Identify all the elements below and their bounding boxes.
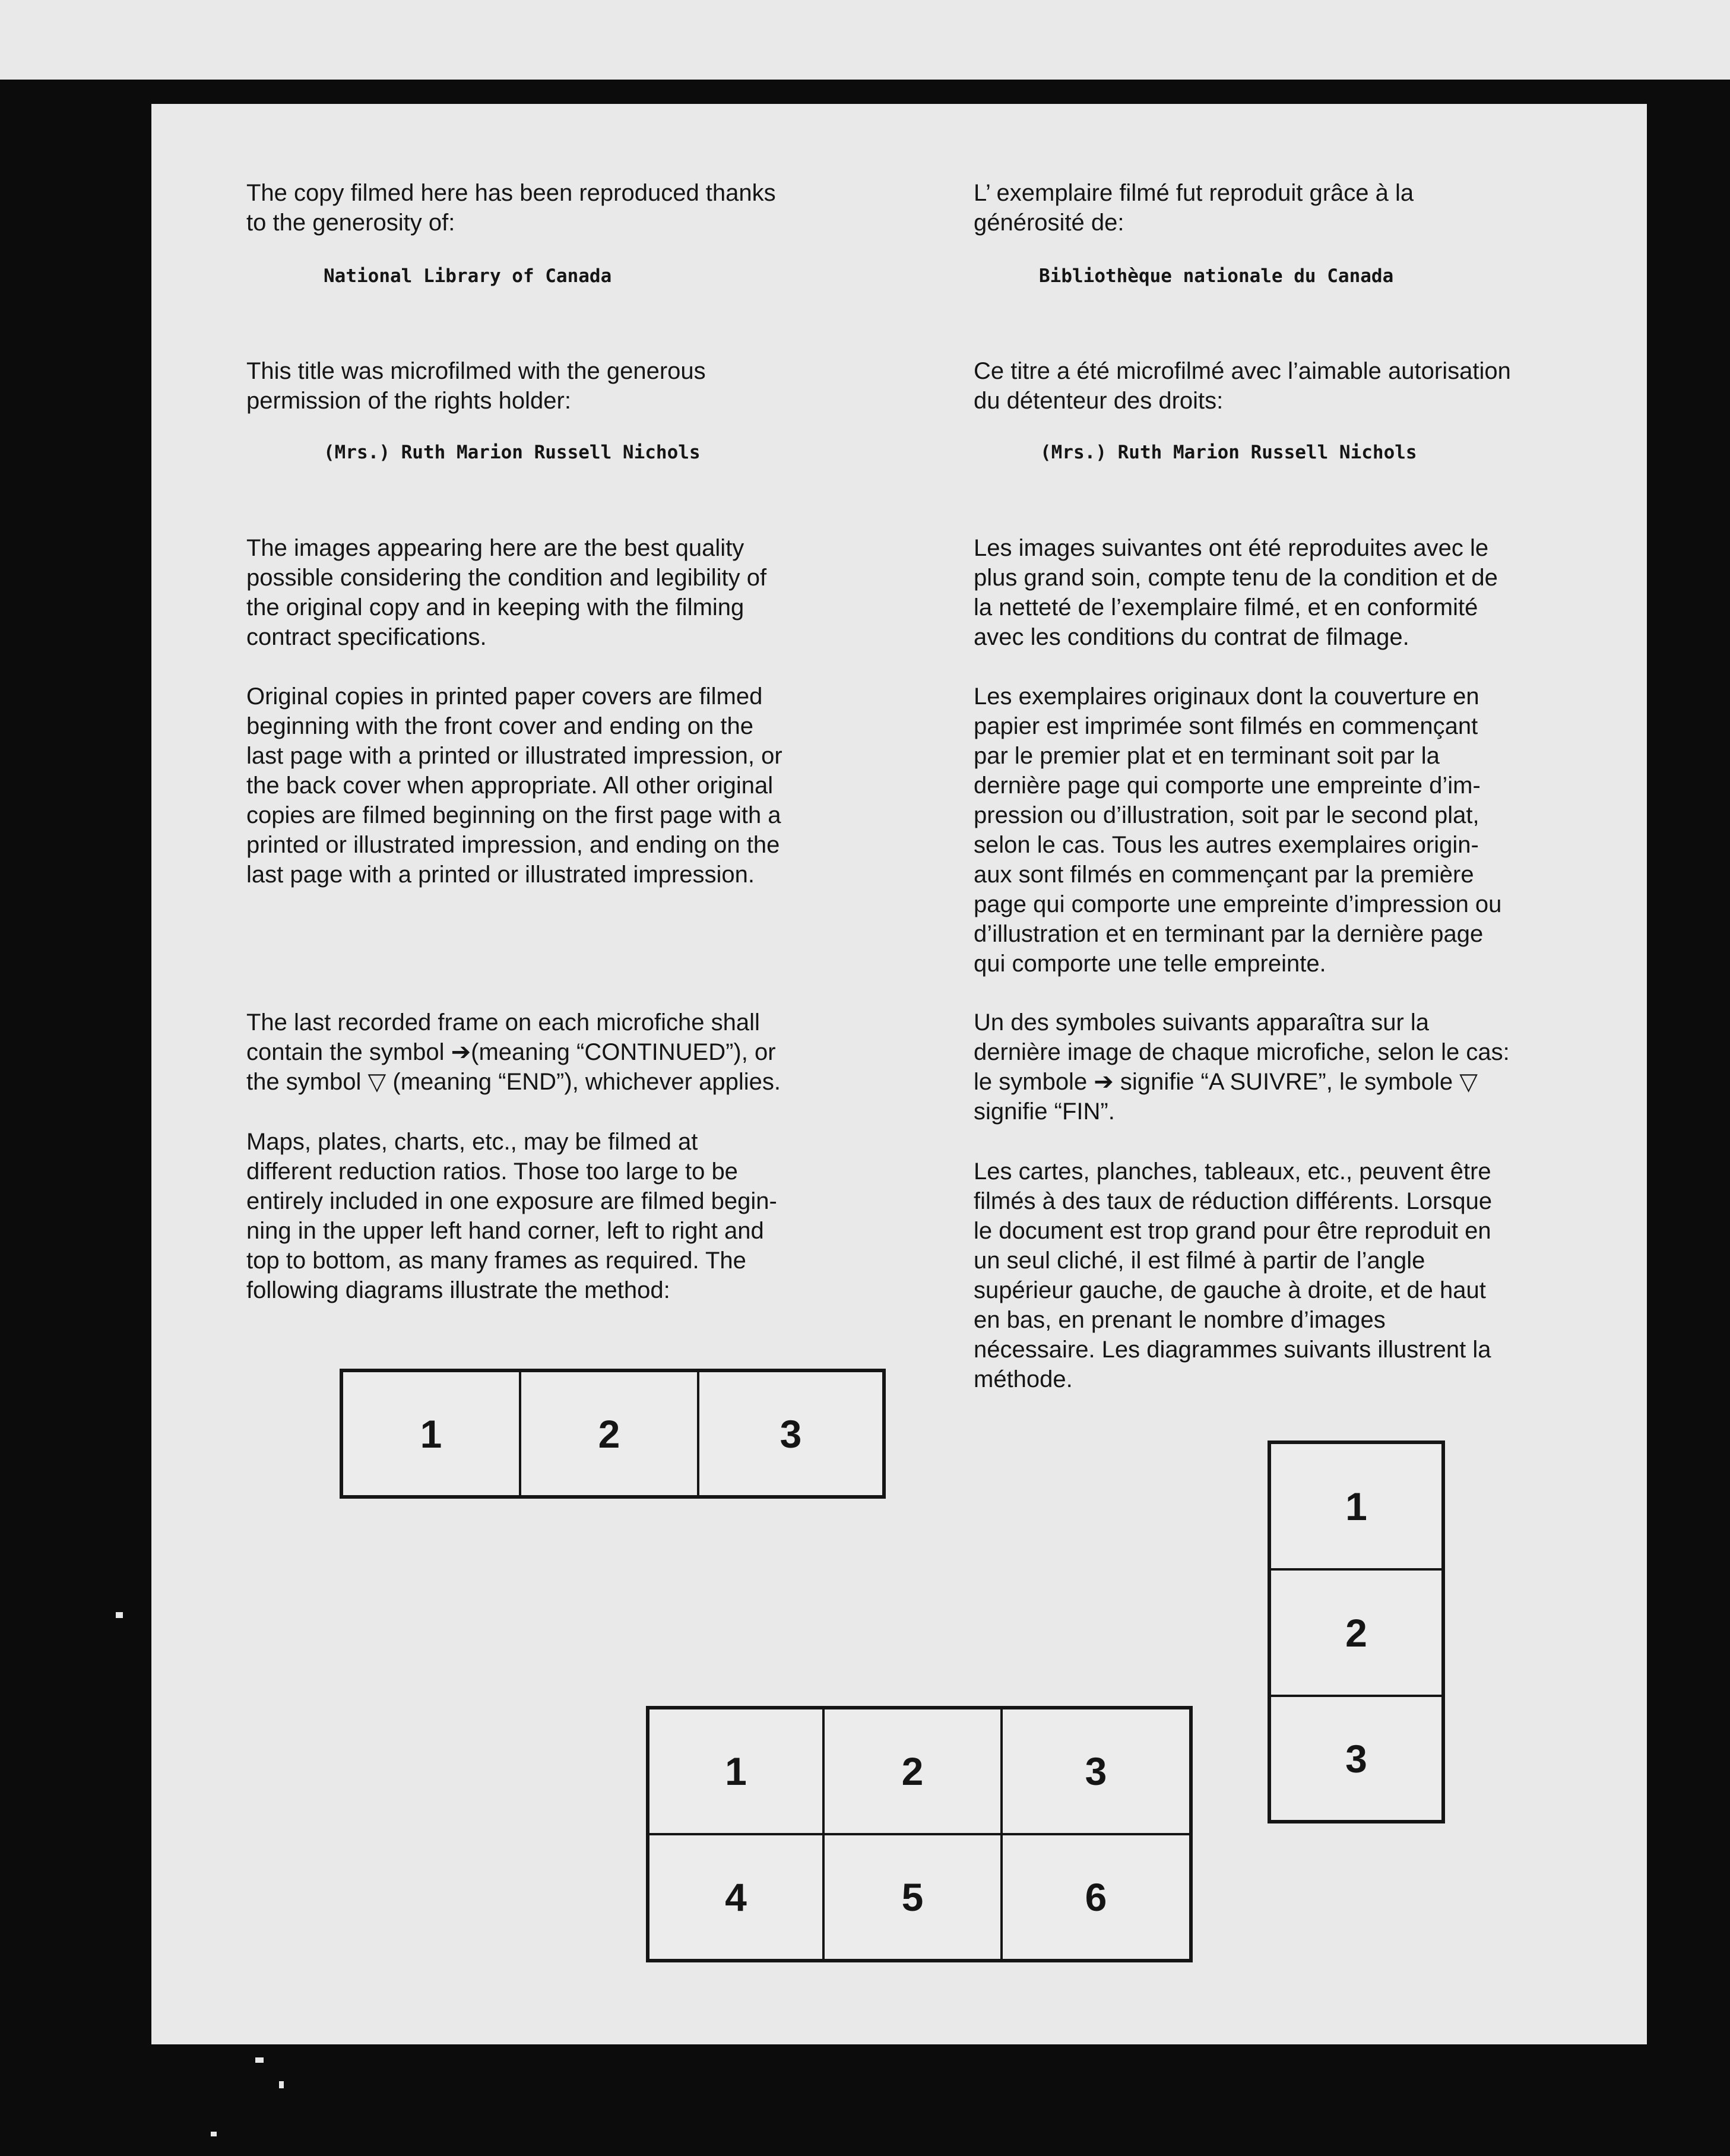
diagram-grid-cell: 1 xyxy=(648,1708,823,1834)
film-speck xyxy=(255,2057,264,2063)
diagram-grid xyxy=(646,1706,1193,1962)
left-acknowledgement-text: The copy filmed here has been reproduced thanks to the generosity of: xyxy=(246,180,776,236)
diagram-column xyxy=(1268,1441,1445,1823)
right-acknowledgement-text: L’ exemplaire filmé fut reproduit grâce à la générosité de: xyxy=(974,180,1414,236)
diagram-row-cell: 1 xyxy=(342,1371,520,1496)
right-quality-paragraph: Les images suivantes ont été reproduites avec le plus grand soin, compte tenu de la condition et de la netteté de l’exemplaire filmé, et en conformité avec les conditions du contrat de filmage. xyxy=(974,535,1498,650)
diagram-row-cell: 2 xyxy=(520,1371,698,1496)
right-rights-holder: (Mrs.) Ruth Marion Russell Nichols xyxy=(1040,442,1417,463)
diagram-grid-cell: 4 xyxy=(648,1834,823,1960)
film-speck xyxy=(116,1612,123,1618)
left-rights-holder: (Mrs.) Ruth Marion Russell Nichols xyxy=(324,442,701,463)
diagram-column-cell: 2 xyxy=(1270,1569,1443,1696)
diagram-row-cell: 3 xyxy=(698,1371,883,1496)
left-library-name: National Library of Canada xyxy=(324,265,612,287)
left-symbols-paragraph: The last recorded frame on each microfiche shall contain the symbol ➔(meaning “CONTINUED”), or the symbol ▽ (meaning “END”), whichever applies. xyxy=(246,1009,781,1095)
diagram-row xyxy=(340,1369,886,1499)
diagram-column-cell: 3 xyxy=(1270,1696,1443,1821)
left-permission-text: This title was microfilmed with the generous permission of the rights holder: xyxy=(246,358,706,414)
film-speck xyxy=(279,2081,284,2088)
left-maps-paragraph: Maps, plates, charts, etc., may be filmed at different reduction ratios. Those too large to be entirely included in one exposure are filmed begin- ning in the upper left hand corner, left to right and top to bottom, as many frames as required. The following diagrams illustrate the method: xyxy=(246,1129,777,1303)
diagram-column-cell: 1 xyxy=(1270,1443,1443,1569)
diagram-grid-cell: 5 xyxy=(823,1834,1002,1960)
left-covers-paragraph: Original copies in printed paper covers are filmed beginning with the front cover and ending on the last page with a printed or illustrated impression, or the back cover when appropriate. All other original copies are filmed beginning on the first page with a printed or illustrated impression, and ending on the last page with a printed or illustrated impression. xyxy=(246,683,782,888)
diagram-grid-cell: 3 xyxy=(1002,1708,1190,1834)
right-library-name: Bibliothèque nationale du Canada xyxy=(1039,265,1394,287)
left-quality-paragraph: The images appearing here are the best quality possible considering the condition and legibility of the original copy and in keeping with the filming contract specifications. xyxy=(246,535,767,650)
right-symbols-paragraph: Un des symboles suivants apparaîtra sur la dernière image de chaque microfiche, selon le cas: le symbole ➔ signifie “A SUIVRE”, le symbole ▽ signifie “FIN”. xyxy=(974,1009,1510,1125)
right-permission-text: Ce titre a été microfilmé avec l’aimable autorisation du détenteur des droits: xyxy=(974,358,1511,414)
diagram-grid-cell: 6 xyxy=(1002,1834,1190,1960)
right-maps-paragraph: Les cartes, planches, tableaux, etc., peuvent être filmés à des taux de réduction différents. Lorsque le document est trop grand pour être reproduit en un seul cliché, il est filmé à partir de l’angle supérieur gauche, de gauche à droite, et de haut en bas, en prenant le nombre d’images nécessaire. Les diagrammes suivants illustrent la méthode. xyxy=(974,1158,1493,1392)
right-covers-paragraph: Les exemplaires originaux dont la couverture en papier est imprimée sont filmés en commençant par le premier plat et en terminant soit par la dernière page qui comporte une empreinte d’im- pression ou d’illustration, soit par le second plat, selon le cas. Tous les autres exemplaires origin- aux sont filmés en commençant par la première page qui comporte une empreinte d’impression ou d’illustration et en terminant par la dernière page qui comporte une telle empreinte. xyxy=(974,683,1502,977)
diagram-grid-cell: 2 xyxy=(823,1708,1002,1834)
film-speck xyxy=(211,2132,217,2136)
